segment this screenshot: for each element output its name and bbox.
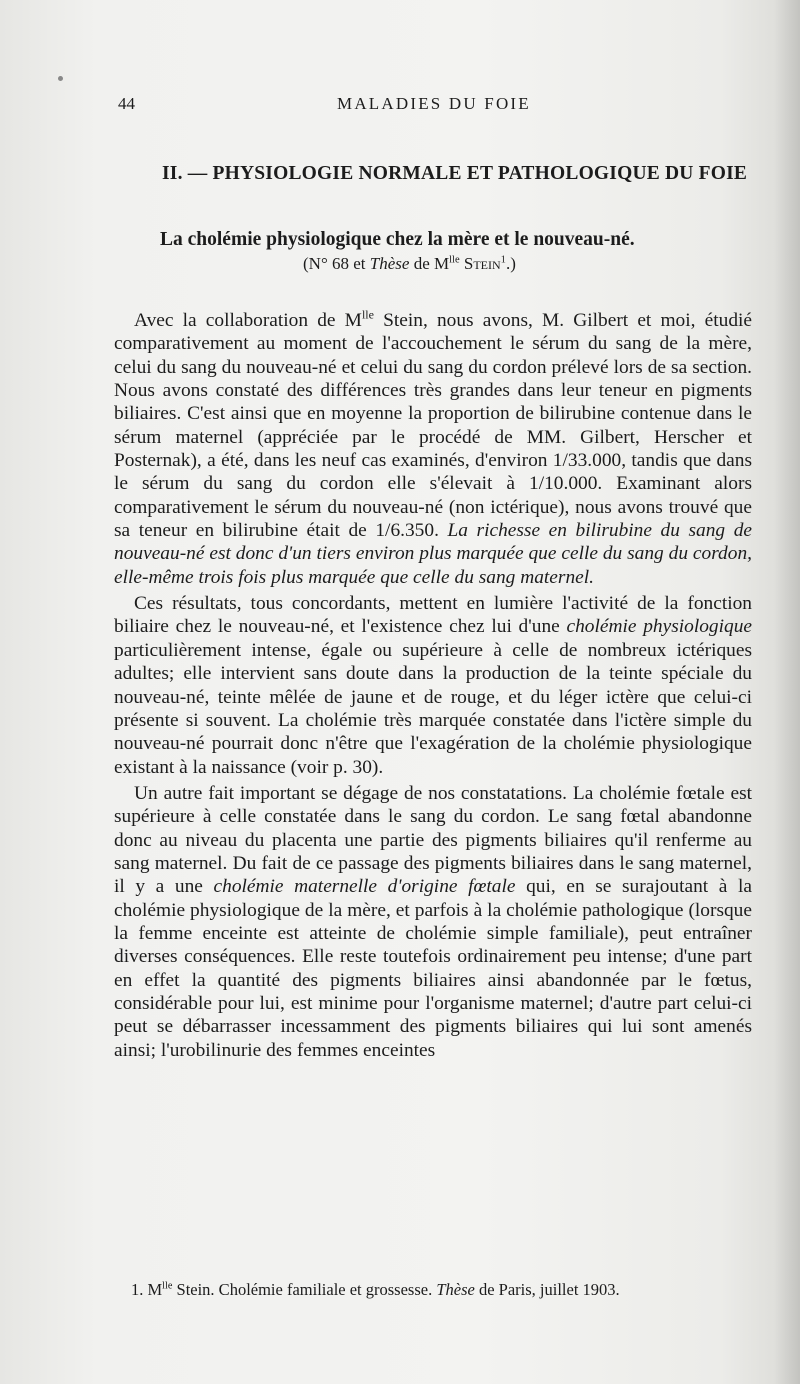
page-number: 44 xyxy=(118,94,135,113)
reference-line: (N° 68 et Thèse de $M^{lle}$ Stein$^1$.) xyxy=(303,254,516,273)
paper-speck xyxy=(58,76,63,81)
running-title: MALADIES DU FOIE xyxy=(337,94,531,113)
subheading: La cholémie physiologique chez la mère et le nouveau-né. xyxy=(160,229,635,250)
paragraph: Ces résultats, tous concordants, mettent en lumière l'activité de la fonction biliaire chez le nouveau-né, et l'existence chez lui d'une cholémie physiologique particulièrement intense, égale ou supérieure à celle de nombreux ictériques adultes; elle intervient sans doute dans la production de la teinte spéciale du nouveau-né, teinte mêlée de jaune et de rouge, et du léger ictère que celui-ci présente si souvent. La cholémie très marquée constatée dans l'ictère simple du nouveau-né pourrait donc n'être que l'exagération de la cholémie physiologique existant à la naissance (voir p. 30). xyxy=(114,593,752,778)
body-text xyxy=(114,309,752,1062)
page-edge-shadow xyxy=(774,0,800,1384)
paragraph: Un autre fait important se dégage de nos constatations. La cholémie fœtale est supérieure à celle constatée dans le sang du cordon. Le sang fœtal abandonne donc au niveau du placenta une partie des pigments biliaires qu'il renferme au sang maternel. Du fait de ce passage des pigments biliaires dans le sang maternel, il y a une cholémie maternelle d'origine fœtale qui, en se surajoutant à la cholémie physiologique de la mère, et parfois à la cholémie pathologique (lorsque la femme enceinte est atteinte de cholémie simple familiale), peut entraîner diverses conséquences. Elle reste toutefois ordinairement peu intense; d'une part en effet la quantité des pigments biliaires ainsi abandonnée par le fœtus, considérable pour lui, est minime pour l'organisme maternel; d'autre part celui-ci peut se débarrasser incessamment des pigments biliaires qui lui sont amenés ainsi; l'urobilinurie des femmes enceintes xyxy=(114,782,752,1061)
footnote: 1. $M^{lle}$ Stein. Cholémie familiale et grossesse. Thèse de Paris, juillet 1903. xyxy=(131,1280,620,1299)
running-head xyxy=(0,94,800,116)
section-heading: II. — PHYSIOLOGIE NORMALE ET PATHOLOGIQUE DU FOIE xyxy=(162,163,748,184)
paragraph: Avec la collaboration de $M^{lle}$ Stein, nous avons, M. Gilbert et moi, étudié comparativement au moment de l'accouchement le sérum du sang de la mère, celui du sang du nouveau-né et celui du sang du cordon prélevé lors de sa section. Nous avons constaté des différences très grandes dans leur teneur en pigments biliaires. C'est ainsi que en moyenne la proportion de bilirubine contenue dans le sérum maternel (appréciée par le procédé de MM. Gilbert, Herscher et Posternak), a été, dans les neuf cas examinés, d'environ 1/33.000, tandis que dans le sérum du sang du cordon elle s'élevait à 1/10.000. Examinant alors comparativement le sérum du nouveau-né (non ictérique), nous avons trouvé que sa teneur en bilirubine était de 1/6.350. La richesse en bilirubine du sang de nouveau-né est donc d'un tiers environ plus marquée que celle du sang du cordon, elle-même trois fois plus marquée que celle du sang maternel. xyxy=(114,307,753,588)
footnote-mark: 1 xyxy=(500,254,506,266)
